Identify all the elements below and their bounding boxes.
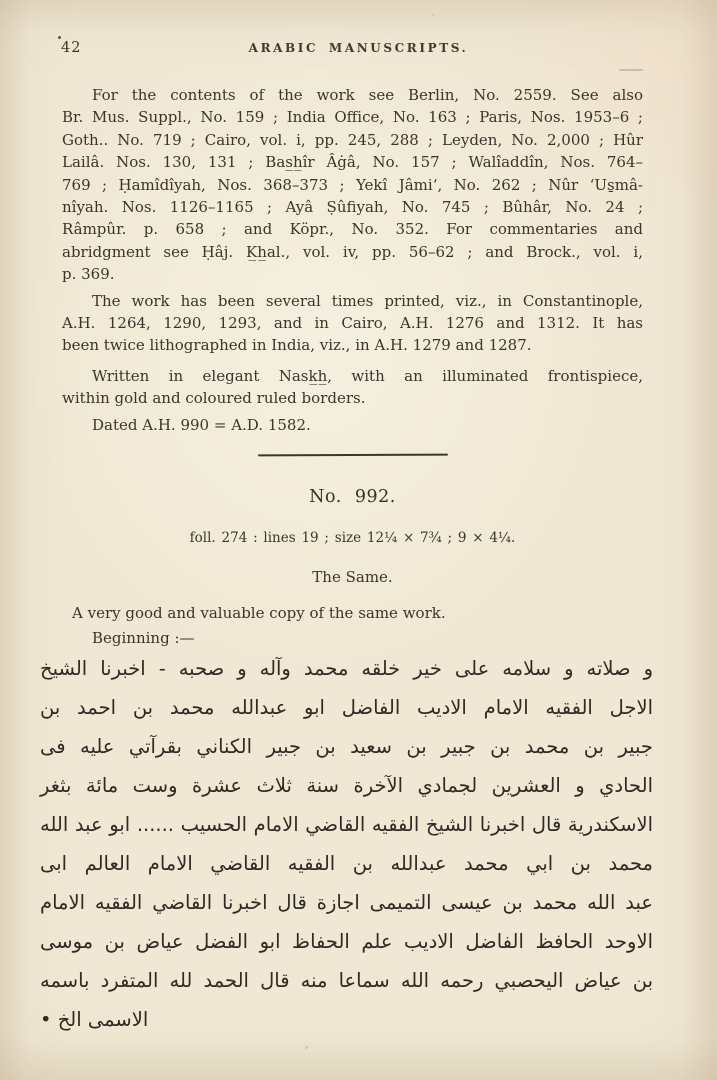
work-title: The Same. bbox=[312, 568, 393, 587]
text-line: been twice lithographed in India, viz., in A.H. 1279 and 1287. bbox=[62, 336, 532, 355]
beginning-label: Beginning :— bbox=[92, 628, 195, 647]
scan-speck bbox=[305, 1046, 308, 1049]
text-line: 769 ; Ḥamîdîyah, Nos. 368–373 ; Yekî Jâmiʻ, No. 262 ; Nûr ʻUs̱mâ- bbox=[62, 175, 643, 194]
arabic-line: الاسمى الخ • bbox=[40, 1007, 149, 1031]
collation-line: foll. 274 : lines 19 ; size 12¼ × 7¾ ; 9 × 4¼. bbox=[189, 530, 516, 547]
entry-note-paragraph bbox=[62, 602, 643, 624]
description-text-block bbox=[62, 84, 643, 436]
section-divider-rule bbox=[257, 454, 447, 457]
text-line: Br. Mus. Suppl., No. 159 ; India Office, No. 163 ; Paris, Nos. 1953–6 ; bbox=[62, 108, 643, 127]
text-line: abridgment see Ḥâj. K̲h̲al., vol. iv, pp. 56–62 ; and Brock., vol. i, bbox=[62, 242, 643, 261]
text-line: For the contents of the work see Berlin, No. 2559. See also bbox=[92, 86, 643, 104]
arabic-line: و صلاته و سلامه على خير خلقه محمد وآله و صحبه - اخبرنا الشيخ bbox=[40, 656, 653, 680]
printings-paragraph bbox=[62, 290, 643, 357]
page-number: 42 bbox=[61, 40, 82, 56]
text-line: A.H. 1264, 1290, 1293, and in Cairo, A.H. 1276 and 1312. It has bbox=[62, 314, 643, 333]
text-line: Râmpûr. p. 658 ; and Köpr., No. 352. For commentaries and bbox=[62, 220, 643, 239]
text-line: Goth.. No. 719 ; Cairo, vol. i, pp. 245, 288 ; Leyden, No. 2,000 ; Hûr bbox=[62, 130, 643, 149]
entry-number-heading: No. 992. bbox=[309, 487, 396, 508]
arabic-line: الاجل الفقيه الامام الاديب الفاضل ابو عبدالله محمد بن احمد بن bbox=[40, 695, 653, 719]
beginning-label-paragraph bbox=[62, 627, 643, 649]
arabic-beginning-text bbox=[40, 649, 653, 1039]
text-line: Written in elegant Nask̲h̲, with an illuminated frontispiece, bbox=[92, 366, 643, 385]
scan-speck bbox=[619, 69, 643, 71]
arabic-line: عبد الله محمد بن عيسى التميمى اجازة قال اخبرنا القاضي الفقيه الامام bbox=[40, 890, 653, 914]
arabic-line: الاسكندرية قال اخبرنا الشيخ الفقيه القاضي الامام الحسيب ...... ابو عبد الله bbox=[40, 812, 653, 836]
text-line: Lailâ. Nos. 130, 131 ; Bas̲h̲îr Âġâ, No. 157 ; Walîaddîn, Nos. 764– bbox=[62, 153, 643, 172]
text-line: nîyah. Nos. 1126–1165 ; Ayâ Ṣûfiyah, No. 745 ; Bûhâr, No. 24 ; bbox=[62, 198, 643, 217]
date-paragraph bbox=[62, 414, 643, 436]
text-line: Dated A.H. 990 = A.D. 1582. bbox=[92, 415, 311, 434]
arabic-line: الاوحد الحافظ الفاضل الاديب علم الحفاظ ابو الفضل عياض بن موسى bbox=[40, 929, 653, 953]
text-line: within gold and coloured ruled borders. bbox=[62, 389, 366, 408]
arabic-line: الحادي و العشرين لجمادي الآخرة سنة ثلاث عشرة وست مائة بثغر bbox=[40, 773, 653, 797]
text-line: p. 369. bbox=[62, 265, 115, 284]
references-paragraph bbox=[62, 84, 643, 286]
running-header: ARABIC MANUSCRIPTS. bbox=[248, 41, 469, 55]
script-paragraph bbox=[62, 365, 643, 410]
arabic-line: بن عياض اليحصبي رحمه الله سماعا منه قال الحمد لله المتفرد باسمه bbox=[40, 968, 653, 992]
text-line: A very good and valuable copy of the same work. bbox=[72, 604, 446, 623]
text-line: The work has been several times printed, viz., in Constantinople, bbox=[92, 291, 643, 310]
running-head bbox=[0, 0, 717, 61]
arabic-line: محمد بن ابي محمد عبدالله بن الفقيه القاضي الامام العالم ابى bbox=[40, 851, 653, 875]
arabic-line: جبير بن محمد بن جبير بن سعيد بن جبير الكناني بقرآتي عليه فى bbox=[40, 734, 653, 758]
